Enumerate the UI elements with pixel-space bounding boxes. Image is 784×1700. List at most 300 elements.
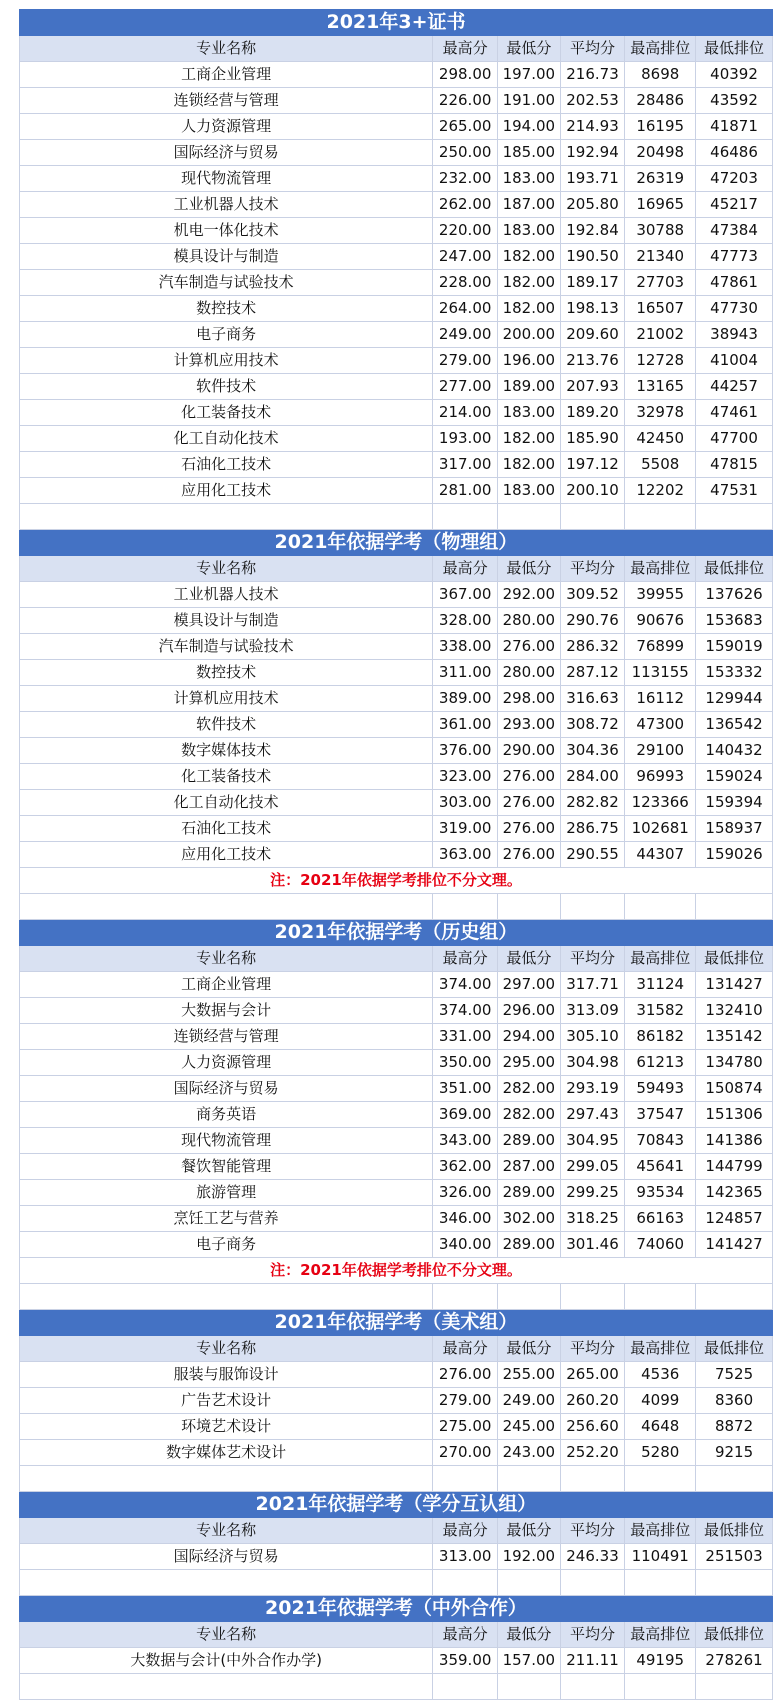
cell-avg-score: 202.53 [560, 88, 625, 114]
cell-max-rank: 42450 [625, 426, 696, 452]
section-title: 2021年依据学考（历史组） [20, 920, 773, 946]
empty-cell [560, 1570, 625, 1596]
table-row [20, 738, 773, 764]
empty-cell [560, 1284, 625, 1310]
cell-min-score: 197.00 [498, 62, 561, 88]
cell-min-rank: 124857 [696, 1206, 773, 1232]
cell-avg-score: 189.20 [560, 400, 625, 426]
cell-max-rank: 4536 [625, 1362, 696, 1388]
empty-cell [560, 894, 625, 920]
header-avg-score: 平均分 [560, 1518, 625, 1544]
section-title-row [20, 1492, 773, 1518]
cell-avg-score: 213.76 [560, 348, 625, 374]
cell-max-score: 369.00 [433, 1102, 498, 1128]
table-row [20, 114, 773, 140]
cell-max-score: 317.00 [433, 452, 498, 478]
table-row [20, 166, 773, 192]
header-min-rank: 最低排位 [696, 1336, 773, 1362]
header-max-rank: 最高排位 [625, 1518, 696, 1544]
cell-max-rank: 86182 [625, 1024, 696, 1050]
cell-min-rank: 159026 [696, 842, 773, 868]
cell-max-rank: 31124 [625, 972, 696, 998]
column-header-row [20, 1622, 773, 1648]
header-max-score: 最高分 [433, 1518, 498, 1544]
cell-max-score: 328.00 [433, 608, 498, 634]
table-row [20, 88, 773, 114]
header-min-rank: 最低排位 [696, 1622, 773, 1648]
cell-max-rank: 16507 [625, 296, 696, 322]
table-row [20, 764, 773, 790]
cell-min-rank: 150874 [696, 1076, 773, 1102]
section-title: 2021年依据学考（物理组） [20, 530, 773, 556]
cell-avg-score: 290.55 [560, 842, 625, 868]
cell-max-score: 326.00 [433, 1180, 498, 1206]
header-major: 专业名称 [20, 556, 433, 582]
empty-cell [625, 1674, 696, 1700]
cell-avg-score: 211.11 [560, 1648, 625, 1674]
table-row [20, 1362, 773, 1388]
cell-major: 现代物流管理 [20, 166, 433, 192]
cell-min-rank: 43592 [696, 88, 773, 114]
cell-min-score: 287.00 [498, 1154, 561, 1180]
header-max-score: 最高分 [433, 556, 498, 582]
cell-min-rank: 158937 [696, 816, 773, 842]
cell-max-rank: 66163 [625, 1206, 696, 1232]
cell-min-rank: 151306 [696, 1102, 773, 1128]
cell-min-rank: 132410 [696, 998, 773, 1024]
cell-max-score: 276.00 [433, 1362, 498, 1388]
cell-max-rank: 31582 [625, 998, 696, 1024]
cell-max-rank: 45641 [625, 1154, 696, 1180]
cell-max-rank: 32978 [625, 400, 696, 426]
cell-max-rank: 123366 [625, 790, 696, 816]
table-row [20, 348, 773, 374]
cell-max-score: 298.00 [433, 62, 498, 88]
cell-min-score: 200.00 [498, 322, 561, 348]
cell-major: 模具设计与制造 [20, 608, 433, 634]
cell-min-rank: 153683 [696, 608, 773, 634]
cell-min-score: 192.00 [498, 1544, 561, 1570]
empty-cell [433, 1674, 498, 1700]
spacer-row [20, 1284, 773, 1310]
cell-max-rank: 20498 [625, 140, 696, 166]
rank-note: 注：2021年依据学考排位不分文理。 [20, 1258, 773, 1284]
column-header-row [20, 1336, 773, 1362]
cell-major: 计算机应用技术 [20, 686, 433, 712]
cell-min-score: 290.00 [498, 738, 561, 764]
cell-avg-score: 193.71 [560, 166, 625, 192]
empty-cell [696, 1466, 773, 1492]
cell-min-score: 191.00 [498, 88, 561, 114]
table-row [20, 192, 773, 218]
cell-min-score: 243.00 [498, 1440, 561, 1466]
section-title-row [20, 920, 773, 946]
cell-min-rank: 40392 [696, 62, 773, 88]
cell-min-score: 182.00 [498, 452, 561, 478]
cell-avg-score: 216.73 [560, 62, 625, 88]
cell-avg-score: 197.12 [560, 452, 625, 478]
cell-max-rank: 70843 [625, 1128, 696, 1154]
cell-min-rank: 47384 [696, 218, 773, 244]
header-max-score: 最高分 [433, 946, 498, 972]
cell-major: 计算机应用技术 [20, 348, 433, 374]
cell-min-rank: 140432 [696, 738, 773, 764]
cell-avg-score: 209.60 [560, 322, 625, 348]
table-row [20, 374, 773, 400]
header-min-rank: 最低排位 [696, 946, 773, 972]
rank-note: 注：2021年依据学考排位不分文理。 [20, 868, 773, 894]
cell-max-score: 363.00 [433, 842, 498, 868]
cell-max-rank: 5280 [625, 1440, 696, 1466]
table-row [20, 660, 773, 686]
note-row [20, 868, 773, 894]
header-major: 专业名称 [20, 1336, 433, 1362]
cell-avg-score: 316.63 [560, 686, 625, 712]
cell-max-rank: 4648 [625, 1414, 696, 1440]
cell-major: 石油化工技术 [20, 452, 433, 478]
cell-max-rank: 39955 [625, 582, 696, 608]
empty-cell [696, 1674, 773, 1700]
cell-max-rank: 74060 [625, 1232, 696, 1258]
empty-cell [560, 504, 625, 530]
cell-min-score: 297.00 [498, 972, 561, 998]
cell-max-rank: 28486 [625, 88, 696, 114]
table-row [20, 1544, 773, 1570]
cell-min-rank: 141427 [696, 1232, 773, 1258]
cell-max-score: 220.00 [433, 218, 498, 244]
cell-max-score: 262.00 [433, 192, 498, 218]
cell-min-score: 245.00 [498, 1414, 561, 1440]
table-row [20, 1024, 773, 1050]
cell-avg-score: 265.00 [560, 1362, 625, 1388]
cell-major: 烹饪工艺与营养 [20, 1206, 433, 1232]
cell-major: 数字媒体技术 [20, 738, 433, 764]
table-row [20, 842, 773, 868]
cell-min-rank: 134780 [696, 1050, 773, 1076]
header-major: 专业名称 [20, 1622, 433, 1648]
column-header-row [20, 1518, 773, 1544]
cell-avg-score: 304.95 [560, 1128, 625, 1154]
cell-max-score: 376.00 [433, 738, 498, 764]
section-title-row [20, 1596, 773, 1622]
empty-cell [498, 894, 561, 920]
header-avg-score: 平均分 [560, 556, 625, 582]
empty-cell [498, 504, 561, 530]
table-row [20, 322, 773, 348]
table-row [20, 582, 773, 608]
cell-max-score: 303.00 [433, 790, 498, 816]
cell-avg-score: 205.80 [560, 192, 625, 218]
cell-min-score: 295.00 [498, 1050, 561, 1076]
cell-max-score: 270.00 [433, 1440, 498, 1466]
table-row [20, 998, 773, 1024]
cell-major: 应用化工技术 [20, 842, 433, 868]
cell-min-rank: 41004 [696, 348, 773, 374]
empty-cell [625, 1570, 696, 1596]
cell-max-score: 228.00 [433, 270, 498, 296]
table-row [20, 296, 773, 322]
cell-min-score: 302.00 [498, 1206, 561, 1232]
section-title-row [20, 10, 773, 36]
cell-major: 化工自动化技术 [20, 426, 433, 452]
cell-max-rank: 12728 [625, 348, 696, 374]
empty-cell [560, 1674, 625, 1700]
cell-avg-score: 190.50 [560, 244, 625, 270]
cell-min-rank: 47461 [696, 400, 773, 426]
table-row [20, 1128, 773, 1154]
cell-max-rank: 102681 [625, 816, 696, 842]
header-avg-score: 平均分 [560, 36, 625, 62]
score-table [19, 9, 773, 1700]
empty-cell [20, 1466, 433, 1492]
section-title: 2021年3+证书 [20, 10, 773, 36]
header-avg-score: 平均分 [560, 1622, 625, 1648]
header-avg-score: 平均分 [560, 1336, 625, 1362]
cell-min-rank: 142365 [696, 1180, 773, 1206]
cell-max-score: 214.00 [433, 400, 498, 426]
cell-avg-score: 198.13 [560, 296, 625, 322]
cell-major: 国际经济与贸易 [20, 1544, 433, 1570]
cell-avg-score: 286.75 [560, 816, 625, 842]
cell-major: 应用化工技术 [20, 478, 433, 504]
cell-min-rank: 137626 [696, 582, 773, 608]
cell-avg-score: 317.71 [560, 972, 625, 998]
header-min-score: 最低分 [498, 36, 561, 62]
empty-cell [498, 1674, 561, 1700]
cell-max-score: 323.00 [433, 764, 498, 790]
cell-major: 工业机器人技术 [20, 582, 433, 608]
cell-min-rank: 8872 [696, 1414, 773, 1440]
cell-max-rank: 16965 [625, 192, 696, 218]
cell-min-score: 282.00 [498, 1102, 561, 1128]
header-max-rank: 最高排位 [625, 1622, 696, 1648]
cell-major: 数字媒体艺术设计 [20, 1440, 433, 1466]
cell-min-rank: 47773 [696, 244, 773, 270]
cell-max-rank: 16195 [625, 114, 696, 140]
cell-major: 软件技术 [20, 374, 433, 400]
cell-min-score: 182.00 [498, 296, 561, 322]
cell-max-score: 265.00 [433, 114, 498, 140]
cell-major: 旅游管理 [20, 1180, 433, 1206]
cell-avg-score: 189.17 [560, 270, 625, 296]
cell-major: 广告艺术设计 [20, 1388, 433, 1414]
cell-min-score: 292.00 [498, 582, 561, 608]
empty-cell [433, 894, 498, 920]
cell-avg-score: 192.84 [560, 218, 625, 244]
cell-major: 模具设计与制造 [20, 244, 433, 270]
table-row [20, 1414, 773, 1440]
cell-max-score: 343.00 [433, 1128, 498, 1154]
header-min-rank: 最低排位 [696, 1518, 773, 1544]
cell-min-rank: 47861 [696, 270, 773, 296]
cell-max-score: 346.00 [433, 1206, 498, 1232]
cell-max-rank: 8698 [625, 62, 696, 88]
empty-cell [20, 1674, 433, 1700]
header-min-score: 最低分 [498, 1622, 561, 1648]
cell-major: 电子商务 [20, 322, 433, 348]
cell-max-score: 374.00 [433, 972, 498, 998]
cell-max-rank: 110491 [625, 1544, 696, 1570]
cell-min-score: 183.00 [498, 218, 561, 244]
header-major: 专业名称 [20, 1518, 433, 1544]
cell-min-rank: 47730 [696, 296, 773, 322]
cell-avg-score: 192.94 [560, 140, 625, 166]
cell-max-score: 389.00 [433, 686, 498, 712]
cell-min-rank: 46486 [696, 140, 773, 166]
cell-major: 现代物流管理 [20, 1128, 433, 1154]
cell-max-score: 351.00 [433, 1076, 498, 1102]
cell-min-score: 182.00 [498, 270, 561, 296]
cell-min-rank: 41871 [696, 114, 773, 140]
cell-min-score: 187.00 [498, 192, 561, 218]
cell-avg-score: 293.19 [560, 1076, 625, 1102]
cell-min-rank: 131427 [696, 972, 773, 998]
empty-cell [20, 894, 433, 920]
cell-major: 数控技术 [20, 296, 433, 322]
empty-cell [498, 1284, 561, 1310]
cell-min-score: 289.00 [498, 1180, 561, 1206]
cell-avg-score: 304.36 [560, 738, 625, 764]
cell-max-rank: 44307 [625, 842, 696, 868]
header-max-score: 最高分 [433, 1622, 498, 1648]
cell-max-rank: 93534 [625, 1180, 696, 1206]
cell-max-rank: 16112 [625, 686, 696, 712]
cell-avg-score: 305.10 [560, 1024, 625, 1050]
table-row [20, 478, 773, 504]
cell-avg-score: 200.10 [560, 478, 625, 504]
table-row [20, 816, 773, 842]
cell-min-score: 296.00 [498, 998, 561, 1024]
table-row [20, 1388, 773, 1414]
spacer-row [20, 1466, 773, 1492]
header-major: 专业名称 [20, 946, 433, 972]
cell-min-score: 194.00 [498, 114, 561, 140]
header-major: 专业名称 [20, 36, 433, 62]
cell-min-score: 182.00 [498, 244, 561, 270]
table-row [20, 1050, 773, 1076]
column-header-row [20, 36, 773, 62]
cell-min-rank: 136542 [696, 712, 773, 738]
spacer-row [20, 504, 773, 530]
cell-major: 汽车制造与试验技术 [20, 634, 433, 660]
cell-avg-score: 318.25 [560, 1206, 625, 1232]
cell-max-rank: 30788 [625, 218, 696, 244]
cell-min-rank: 135142 [696, 1024, 773, 1050]
cell-max-rank: 21340 [625, 244, 696, 270]
cell-major: 餐饮智能管理 [20, 1154, 433, 1180]
empty-cell [696, 1570, 773, 1596]
cell-min-rank: 47531 [696, 478, 773, 504]
table-row [20, 608, 773, 634]
cell-major: 商务英语 [20, 1102, 433, 1128]
cell-major: 连锁经营与管理 [20, 88, 433, 114]
table-row [20, 1440, 773, 1466]
cell-avg-score: 260.20 [560, 1388, 625, 1414]
cell-avg-score: 185.90 [560, 426, 625, 452]
empty-cell [560, 1466, 625, 1492]
cell-avg-score: 290.76 [560, 608, 625, 634]
cell-max-score: 193.00 [433, 426, 498, 452]
cell-max-score: 338.00 [433, 634, 498, 660]
cell-min-score: 280.00 [498, 608, 561, 634]
cell-max-rank: 59493 [625, 1076, 696, 1102]
cell-major: 服装与服饰设计 [20, 1362, 433, 1388]
cell-min-rank: 7525 [696, 1362, 773, 1388]
cell-max-rank: 27703 [625, 270, 696, 296]
spacer-row [20, 1674, 773, 1700]
cell-min-rank: 45217 [696, 192, 773, 218]
empty-cell [433, 1284, 498, 1310]
empty-cell [20, 1570, 433, 1596]
cell-major: 工业机器人技术 [20, 192, 433, 218]
cell-max-score: 275.00 [433, 1414, 498, 1440]
cell-avg-score: 282.82 [560, 790, 625, 816]
cell-max-rank: 37547 [625, 1102, 696, 1128]
cell-max-rank: 12202 [625, 478, 696, 504]
empty-cell [20, 1284, 433, 1310]
cell-max-rank: 90676 [625, 608, 696, 634]
column-header-row [20, 556, 773, 582]
empty-cell [696, 504, 773, 530]
cell-max-score: 374.00 [433, 998, 498, 1024]
cell-max-rank: 5508 [625, 452, 696, 478]
cell-max-rank: 76899 [625, 634, 696, 660]
header-min-rank: 最低排位 [696, 556, 773, 582]
cell-major: 石油化工技术 [20, 816, 433, 842]
cell-max-score: 281.00 [433, 478, 498, 504]
cell-min-score: 294.00 [498, 1024, 561, 1050]
header-max-rank: 最高排位 [625, 1336, 696, 1362]
empty-cell [625, 1466, 696, 1492]
header-avg-score: 平均分 [560, 946, 625, 972]
cell-min-score: 157.00 [498, 1648, 561, 1674]
header-min-score: 最低分 [498, 556, 561, 582]
cell-major: 机电一体化技术 [20, 218, 433, 244]
header-min-score: 最低分 [498, 946, 561, 972]
cell-min-rank: 8360 [696, 1388, 773, 1414]
cell-max-score: 331.00 [433, 1024, 498, 1050]
table-row [20, 790, 773, 816]
cell-max-rank: 21002 [625, 322, 696, 348]
empty-cell [433, 504, 498, 530]
cell-major: 人力资源管理 [20, 114, 433, 140]
cell-major: 工商企业管理 [20, 972, 433, 998]
empty-cell [625, 504, 696, 530]
empty-cell [498, 1466, 561, 1492]
header-max-score: 最高分 [433, 1336, 498, 1362]
empty-cell [625, 1284, 696, 1310]
cell-min-rank: 44257 [696, 374, 773, 400]
cell-avg-score: 246.33 [560, 1544, 625, 1570]
cell-max-rank: 61213 [625, 1050, 696, 1076]
header-min-score: 最低分 [498, 1518, 561, 1544]
table-row [20, 1206, 773, 1232]
cell-max-score: 277.00 [433, 374, 498, 400]
cell-min-score: 183.00 [498, 478, 561, 504]
cell-avg-score: 207.93 [560, 374, 625, 400]
cell-min-score: 282.00 [498, 1076, 561, 1102]
section-title: 2021年依据学考（学分互认组） [20, 1492, 773, 1518]
cell-min-score: 183.00 [498, 400, 561, 426]
cell-min-rank: 47203 [696, 166, 773, 192]
cell-max-score: 340.00 [433, 1232, 498, 1258]
cell-max-score: 264.00 [433, 296, 498, 322]
cell-min-score: 276.00 [498, 634, 561, 660]
cell-major: 工商企业管理 [20, 62, 433, 88]
column-header-row [20, 946, 773, 972]
empty-cell [625, 894, 696, 920]
admission-score-sheet [19, 9, 773, 1700]
